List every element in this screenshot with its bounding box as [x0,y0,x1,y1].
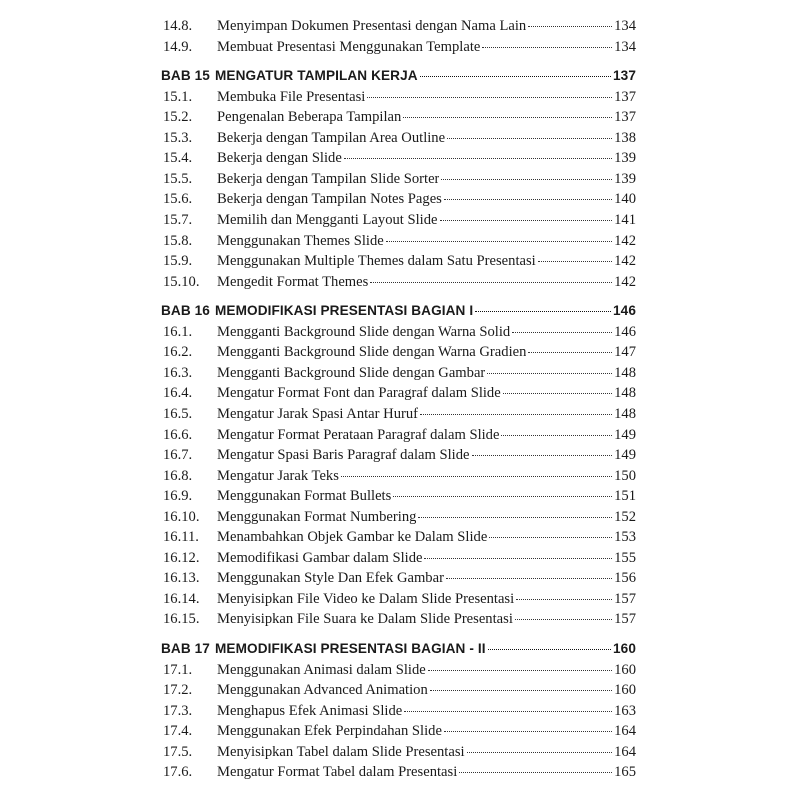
section-title: Menambahkan Objek Gambar ke Dalam Slide [217,529,488,546]
section-title: Menghapus Efek Animasi Slide [217,702,403,719]
page-number: 157 [614,611,636,628]
section-title: Mengatur Format Tabel dalam Presentasi [217,764,458,781]
toc-entry [161,231,636,251]
section-number: 16.1. [163,323,193,340]
page-number: 148 [614,385,636,402]
section-title: Bekerja dengan Slide [217,150,342,167]
section-title: Menyisipkan Tabel dalam Slide Presentasi [217,743,465,760]
page-number: 140 [614,191,636,208]
page-number: 149 [614,426,636,443]
dot-leader [370,281,612,283]
page-number: 150 [614,467,636,484]
toc-entry [161,251,636,271]
dot-leader [386,240,612,242]
dot-leader [367,96,612,98]
dot-leader [446,577,612,579]
page-number: 163 [614,702,636,719]
toc-entry [161,680,636,700]
section-number: 17.3. [163,702,193,719]
section-title: Pengenalan Beberapa Tampilan [217,109,402,126]
section-number: 17.6. [163,764,193,781]
dot-leader [403,116,612,118]
section-number: 16.11. [163,529,199,546]
section-title: Menyimpan Dokumen Presentasi dengan Nama Lain [217,18,527,34]
section-number: 15.7. [163,212,193,228]
toc-entry [161,527,636,547]
toc-entry [161,404,636,424]
section-number: 16.14. [163,590,200,607]
dot-leader [441,178,612,180]
dot-leader [444,730,612,732]
dot-leader [487,372,612,374]
section-title: Mengatur Jarak Spasi Antar Huruf [217,405,419,422]
section-title: Menyisipkan File Suara ke Dalam Slide Presentasi [217,611,513,628]
page-number: 148 [614,364,636,381]
page-number: 149 [614,447,636,463]
section-title: Menggunakan Format Numbering [217,508,417,525]
toc-entry [161,16,636,36]
page-number: 137 [614,88,636,105]
section-number: 16.6. [163,426,193,443]
section-title: Bekerja dengan Tampilan Notes Pages [217,191,442,208]
toc-entry [161,210,636,230]
section-number: 15.6. [163,191,193,208]
toc-entry [161,363,636,383]
dot-leader [428,669,612,671]
page-number: 156 [614,570,636,587]
dot-leader [528,351,612,353]
section-number: 17.1. [163,661,193,678]
page-number: 160 [614,682,636,698]
dot-leader [341,475,612,477]
page-number: 141 [614,212,636,228]
toc-entry [161,609,636,629]
chapter-title: MEMODIFIKASI PRESENTASI BAGIAN I [215,303,474,319]
dot-leader [489,536,612,538]
dot-leader [344,157,612,159]
page-number: 155 [614,549,636,566]
section-title: Mengatur Format Font dan Paragraf dalam Slide [217,385,501,402]
section-title: Menggunakan Efek Perpindahan Slide [217,723,442,740]
dot-leader [512,331,612,333]
section-number: 16.9. [163,488,193,505]
toc-entry [161,425,636,445]
toc-chapter-heading [161,639,636,659]
page-number: 138 [614,129,636,146]
dot-leader [430,689,612,691]
page-number: 148 [614,405,636,422]
section-number: 16.2. [163,344,193,361]
page-number: 151 [614,488,636,505]
section-title: Mengganti Background Slide dengan Gambar [217,364,486,381]
toc-entry [161,148,636,168]
section-number: 16.3. [163,364,193,381]
section-number: 15.4. [163,150,193,167]
toc-entry [161,568,636,588]
section-number: 15.8. [163,232,193,249]
toc-entry [161,660,636,680]
toc-entry [161,445,636,465]
toc-entry [161,701,636,721]
section-number: 16.12. [163,549,200,566]
page-number: 157 [614,590,636,607]
dot-leader [404,710,612,712]
section-title: Menggunakan Advanced Animation [217,682,428,698]
toc-entry [161,189,636,209]
page-number: 139 [614,170,636,187]
page-number: 152 [614,508,636,525]
section-number: 16.15. [163,611,200,628]
toc-entry [161,107,636,127]
dot-leader [459,771,612,773]
dot-leader [475,310,611,312]
section-number: 16.4. [163,385,193,402]
toc-entry [161,762,636,782]
section-number: 16.13. [163,570,200,587]
dot-leader [440,219,613,221]
toc-entry [161,342,636,362]
dot-leader [467,751,612,753]
section-number: 15.3. [163,129,193,146]
page-number: 142 [614,273,636,290]
section-title: Mengedit Format Themes [217,273,369,290]
toc-entry [161,589,636,609]
page-number: 160 [614,661,636,678]
section-title: Menggunakan Style Dan Efek Gambar [217,570,444,587]
page-number: 165 [614,764,636,781]
dot-leader [393,495,612,497]
chapter-number: BAB 15 [161,68,210,84]
section-number: 16.8. [163,467,193,484]
page-number: 134 [614,18,636,34]
page-number: 147 [614,344,636,361]
section-number: 15.10. [163,273,200,290]
section-title: Memodifikasi Gambar dalam Slide [217,549,423,566]
chapter-number: BAB 16 [161,303,210,319]
page-number: 142 [614,253,636,270]
section-title: Mengatur Format Perataan Paragraf dalam Slide [217,426,500,443]
section-number: 14.9. [163,38,193,55]
section-number: 14.8. [163,18,193,34]
dot-leader [424,557,612,559]
dot-leader [515,618,612,620]
toc-entry [161,128,636,148]
dot-leader [528,25,612,27]
page-number: 137 [613,68,636,84]
section-number: 15.5. [163,170,193,187]
section-title: Bekerja dengan Tampilan Slide Sorter [217,170,440,187]
toc-entry [161,87,636,107]
section-title: Menggunakan Animasi dalam Slide [217,661,426,678]
section-number: 16.7. [163,447,193,463]
toc-entry [161,486,636,506]
chapter-title: MEMODIFIKASI PRESENTASI BAGIAN - II [215,640,486,656]
dot-leader [538,260,612,262]
page-number: 160 [613,640,636,656]
dot-leader [472,454,613,456]
section-title: Bekerja dengan Tampilan Area Outline [217,129,446,146]
section-number: 15.1. [163,88,193,105]
dot-leader [447,137,612,139]
section-title: Mengganti Background Slide dengan Warna Solid [217,323,511,340]
section-title: Menyisipkan File Video ke Dalam Slide Presentasi [217,590,515,607]
section-number: 17.2. [163,682,193,698]
page-number: 134 [614,38,636,55]
toc-entry [161,742,636,762]
toc-entry [161,383,636,403]
toc-chapter-heading [161,301,636,321]
page-number: 142 [614,232,636,249]
page-number: 139 [614,150,636,167]
dot-leader [488,648,611,650]
section-title: Menggunakan Multiple Themes dalam Satu Presentasi [217,253,536,270]
toc-entry [161,37,636,57]
section-title: Membuat Presentasi Menggunakan Template [217,38,481,55]
section-title: Menggunakan Themes Slide [217,232,384,249]
dot-leader [418,516,612,518]
section-number: 15.2. [163,109,193,126]
dot-leader [420,413,612,415]
dot-leader [482,46,612,48]
section-number: 16.5. [163,405,193,422]
toc-entry [161,322,636,342]
section-number: 17.5. [163,743,193,760]
section-title: Memilih dan Mengganti Layout Slide [217,212,438,228]
toc-entry [161,507,636,527]
section-title: Menggunakan Format Bullets [217,488,392,505]
toc-entry [161,466,636,486]
section-title: Mengatur Jarak Teks [217,467,339,484]
chapter-title: MENGATUR TAMPILAN KERJA [215,68,418,84]
section-number: 15.9. [163,253,193,270]
dot-leader [444,198,612,200]
page-number: 164 [614,723,636,740]
page-number: 164 [614,743,636,760]
toc-entry [161,721,636,741]
dot-leader [503,392,612,394]
section-title: Mengatur Spasi Baris Paragraf dalam Slide [217,447,470,463]
page-number: 153 [614,529,636,546]
dot-leader [501,434,612,436]
section-number: 17.4. [163,723,193,740]
section-number: 16.10. [163,508,200,525]
section-title: Membuka File Presentasi [217,88,366,105]
page-number: 146 [613,303,636,319]
dot-leader [420,75,611,77]
toc-entry [161,169,636,189]
toc-entry [161,548,636,568]
toc-entry [161,272,636,292]
dot-leader [516,598,612,600]
page-number: 146 [614,323,636,340]
chapter-number: BAB 17 [161,640,210,656]
toc-chapter-heading [161,66,636,86]
section-title: Mengganti Background Slide dengan Warna Gradien [217,344,527,361]
page-number: 137 [614,109,636,126]
